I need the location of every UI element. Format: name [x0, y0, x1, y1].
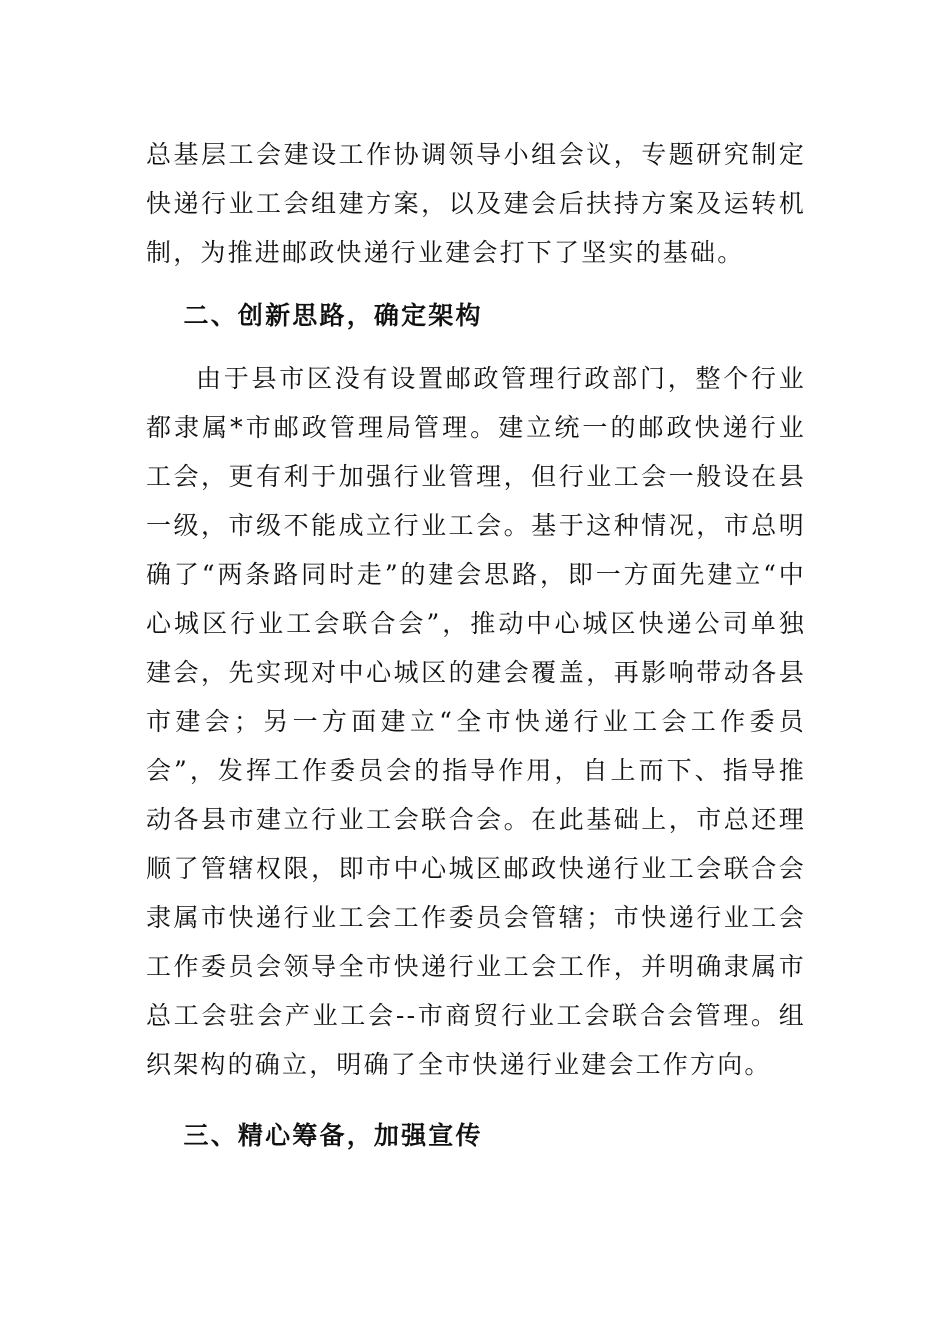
document-body [146, 130, 806, 1160]
paragraph-continuation: 总基层工会建设工作协调领导小组会议，专题研究制定快递行业工会组建方案，以及建会后扶持方案及运转机制，为推进邮政快递行业建会打下了坚实的基础。 [146, 140, 806, 267]
paragraph-section-2: 由于县市区没有设置邮政管理行政部门，整个行业都隶属*市邮政管理局管理。建立统一的邮政快递行业工会，更有利于加强行业管理，但行业工会一般设在县一级，市级不能成立行业工会。基于这种情况，市总明确了“两条路同时走”的建会思路，即一方面先建立“中心城区行业工会联合会”，推动中心城区快递公司单独建会，先实现对中心城区的建会覆盖，再影响带动各县市建会；另一方面建立“全市快递行业工会工作委员会”，发挥工作委员会的指导作用，自上而下、指导推动各县市建立行业工会联合会。在此基础上，市总还理顺了管辖权限，即市中心城区邮政快递行业工会联合会隶属市快递行业工会工作委员会管辖；市快递行业工会工作委员会领导全市快递行业工会工作，并明确隶属市总工会驻会产业工会--市商贸行业工会联合会管理。组织架构的确立，明确了全市快递行业建会工作方向。 [146, 364, 806, 1079]
section-heading-3: 三、精心筹备，加强宣传 [183, 1121, 483, 1150]
section-heading-2: 二、创新思路，确定架构 [183, 301, 483, 330]
